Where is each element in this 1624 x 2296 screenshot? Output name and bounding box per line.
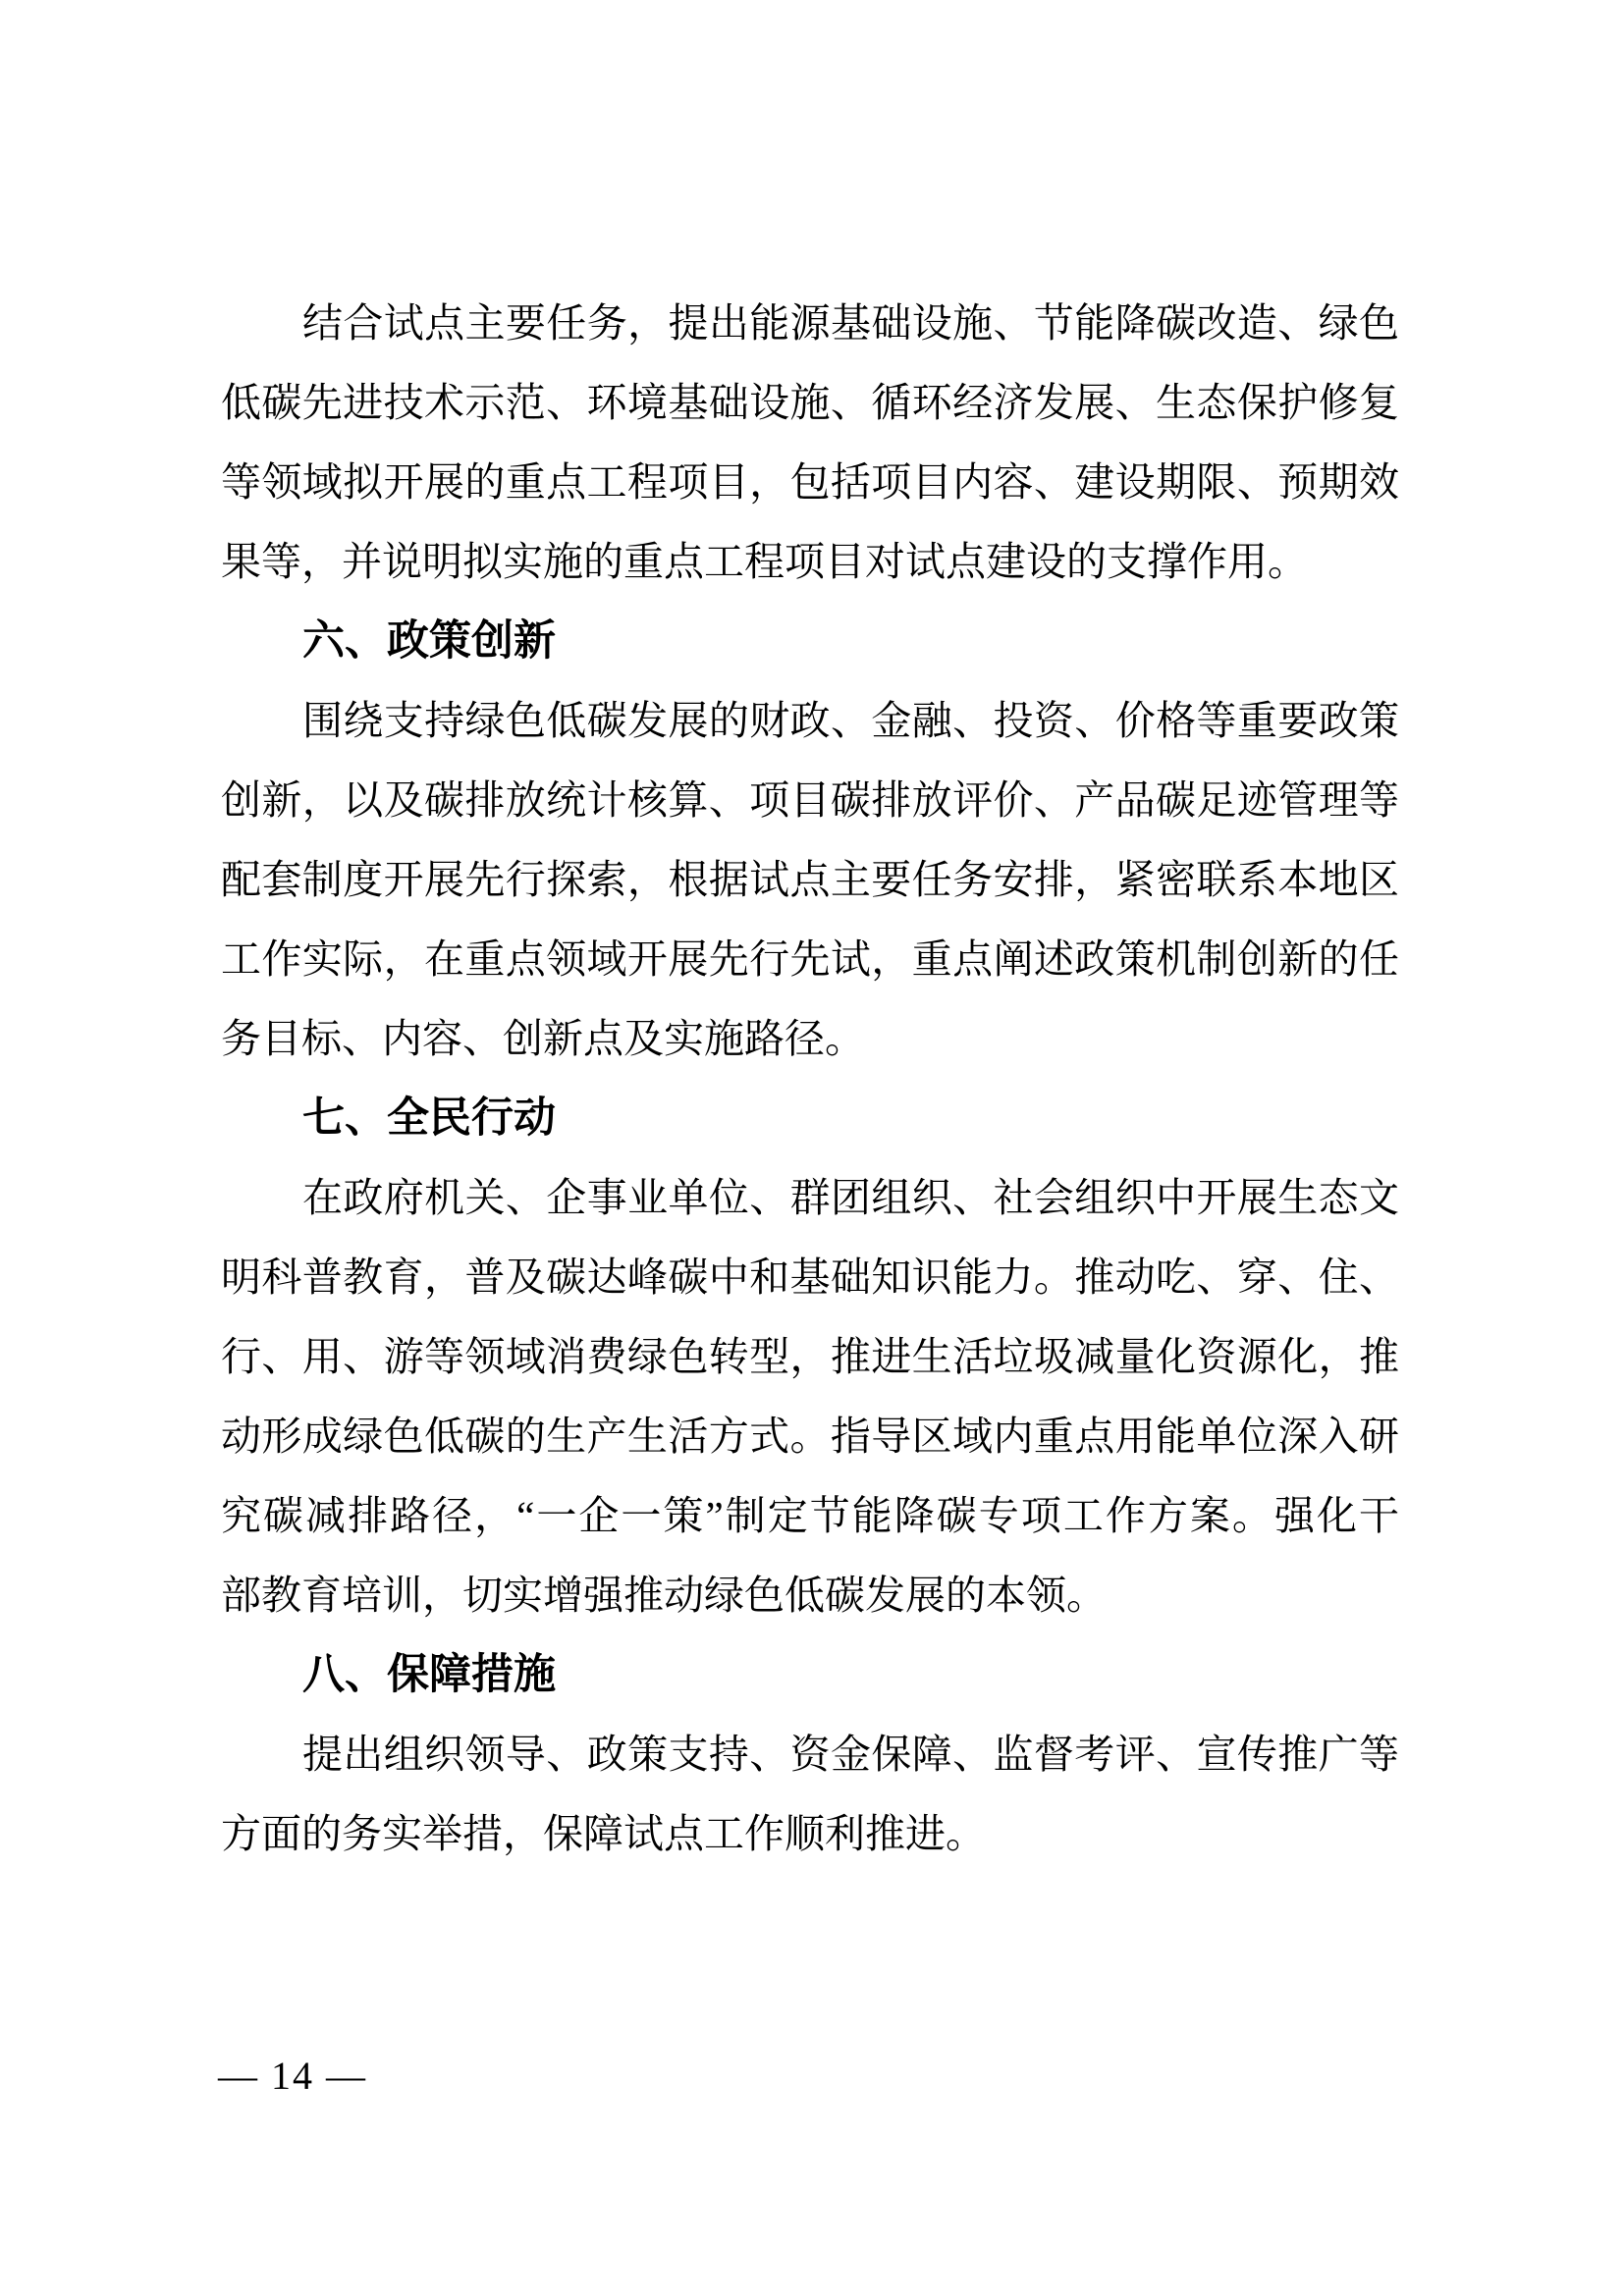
paragraph-line: 围绕支持绿色低碳发展的财政、金融、投资、价格等重要政策 <box>302 698 1399 743</box>
paragraph-line: 果等，并说明拟实施的重点工程项目对试点建设的支撑作用。 <box>221 539 1308 584</box>
section-heading-policy-innovation: 六、政策创新 <box>302 617 556 665</box>
section-heading-public-action: 七、全民行动 <box>302 1095 556 1142</box>
paragraph-line: 务目标、内容、创新点及实施路径。 <box>221 1016 865 1061</box>
paragraph <box>221 1715 1399 1874</box>
paragraph <box>221 284 1399 602</box>
section-heading-safeguard-measures: 八、保障措施 <box>302 1651 556 1698</box>
paragraph-line: 工作实际，在重点领域开展先行先试，重点阐述政策机制创新的任 <box>221 936 1399 982</box>
paragraph-line: 在政府机关、企事业单位、群团组织、社会组织中开展生态文 <box>302 1175 1399 1220</box>
paragraph-line: 明科普教育，普及碳达峰碳中和基础知识能力。推动吃、穿、住、 <box>221 1255 1399 1300</box>
paragraph <box>221 1158 1399 1635</box>
page-number-footer: — 14 — <box>218 2054 367 2098</box>
document-body <box>221 284 1399 1874</box>
paragraph-line: 低碳先进技术示范、环境基础设施、循环经济发展、生态保护修复 <box>221 380 1399 425</box>
paragraph-line: 行、用、游等领域消费绿色转型，推进生活垃圾减量化资源化，推 <box>221 1334 1399 1379</box>
paragraph <box>221 681 1399 1079</box>
paragraph-line: 部教育培训，切实增强推动绿色低碳发展的本领。 <box>221 1573 1107 1618</box>
paragraph-line: 究碳减排路径，“一企一策”制定节能降碳专项工作方案。强化干 <box>221 1493 1399 1538</box>
paragraph-line: 动形成绿色低碳的生产生活方式。指导区域内重点用能单位深入研 <box>221 1414 1399 1459</box>
paragraph-line: 提出组织领导、政策支持、资金保障、监督考评、宣传推广等 <box>302 1732 1399 1777</box>
paragraph-line: 创新，以及碳排放统计核算、项目碳排放评价、产品碳足迹管理等 <box>221 777 1399 823</box>
paragraph-line: 结合试点主要任务，提出能源基础设施、节能降碳改造、绿色 <box>302 300 1399 346</box>
paragraph-line: 方面的务实举措，保障试点工作顺利推进。 <box>221 1811 986 1856</box>
paragraph-line: 配套制度开展先行探索，根据试点主要任务安排，紧密联系本地区 <box>221 857 1399 902</box>
paragraph-line: 等领域拟开展的重点工程项目，包括项目内容、建设期限、预期效 <box>221 459 1399 505</box>
